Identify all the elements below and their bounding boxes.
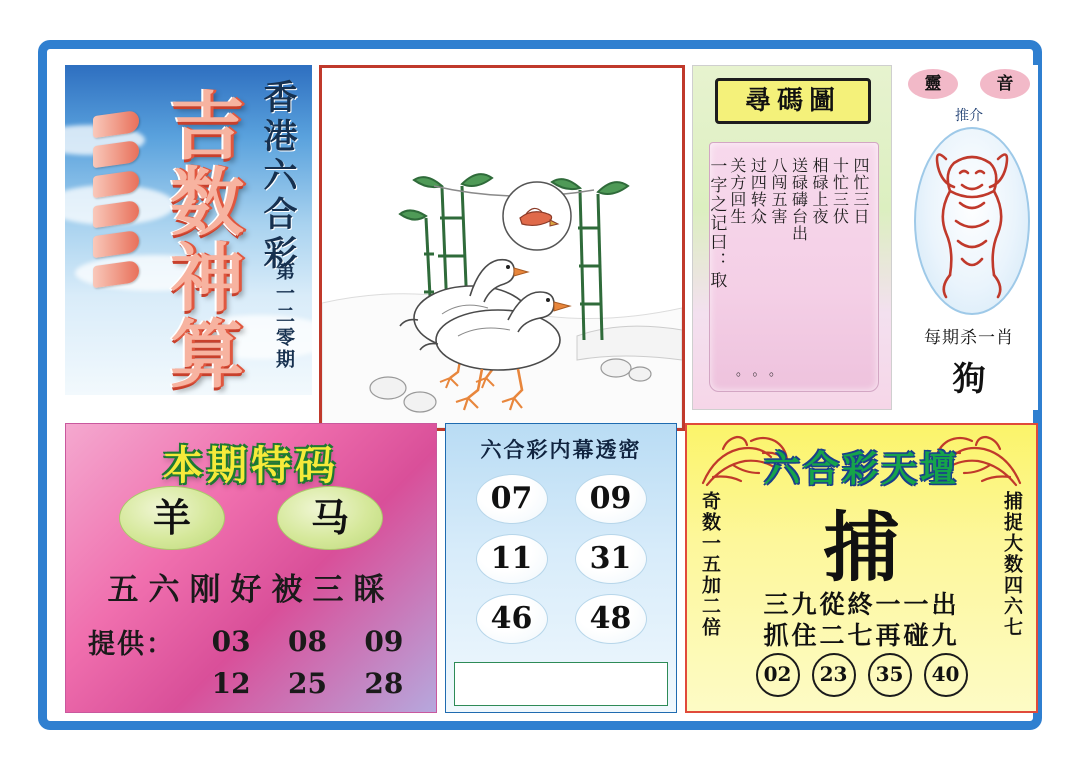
twin-mask-figure-icon: [916, 129, 1028, 313]
poster-headline: 吉数神算: [158, 87, 244, 391]
benqi-tema-panel: [65, 423, 437, 713]
scroll-column: 相碌上夜: [809, 157, 829, 225]
benqi-row: [88, 662, 422, 704]
lingyin-tag-right: 音: [980, 69, 1030, 99]
lingyin-tag-left: 靈: [908, 69, 958, 99]
benqi-number: 03: [211, 624, 251, 658]
illustration-panel: [319, 65, 685, 431]
scroll-paper: [706, 142, 879, 392]
neimu-ball-grid: [462, 474, 660, 644]
xunmatu-header: 尋碼圖: [715, 78, 871, 124]
outer-frame: [38, 40, 1042, 730]
neimu-ball: 48: [575, 594, 647, 644]
neimu-ball: 07: [476, 474, 548, 524]
lingyin-tags: [908, 69, 1030, 99]
neimu-ball: 09: [575, 474, 647, 524]
benqi-number: 25: [288, 666, 327, 700]
benqi-animal: 羊: [119, 486, 225, 550]
scroll-dots: 。。。: [736, 364, 793, 379]
neimu-panel: [445, 423, 677, 713]
tiantan-ball: 40: [924, 653, 968, 697]
benqi-phrase: 五六刚好被三睬: [107, 572, 395, 608]
benqi-number: 09: [364, 624, 404, 658]
benqi-row: [88, 620, 422, 662]
tiantan-verses: [687, 589, 1036, 652]
inner-canvas: [51, 53, 1029, 717]
benqi-row-label: 提供：: [88, 628, 175, 660]
lingyin-animal: 狗: [952, 359, 986, 398]
benqi-animal-list: [66, 486, 436, 550]
tiantan-verse-line: 抓住二七再碰九: [763, 621, 960, 651]
tiantan-ball: 35: [868, 653, 912, 697]
tiantan-side-right: 捕捉大数四六七: [1001, 491, 1023, 638]
scroll-column: 四忙三日: [851, 157, 870, 225]
lingyin-emblem: [914, 127, 1030, 315]
scroll-column: 十忙三伏: [830, 157, 850, 225]
poster-issue-number: 第一二零期: [273, 261, 295, 371]
tiantan-panel: [685, 423, 1038, 713]
neimu-ball: 31: [575, 534, 647, 584]
tiantan-verse-line: 三九從終一一出: [763, 590, 960, 619]
scroll-column: 八闯五害: [768, 157, 788, 225]
benqi-animal: 马: [277, 486, 383, 550]
benqi-number: 28: [364, 666, 404, 700]
lingyin-note: 每期杀一肖: [924, 328, 1014, 348]
neimu-blank-box: [454, 662, 668, 706]
tiantan-side-left: 奇数一五加二倍: [699, 491, 721, 638]
scroll-text-columns: [706, 157, 870, 365]
benqi-title: 本期特码: [163, 442, 339, 489]
scroll-keyword-column: 一字之记曰：取: [706, 157, 727, 290]
neimu-ball: 11: [476, 534, 548, 584]
poster-title: 香港六合彩: [257, 79, 297, 274]
title-poster: [65, 65, 312, 395]
neimu-title: 六合彩内幕透密: [480, 437, 642, 462]
tiantan-ball: 23: [812, 653, 856, 697]
scroll-column: 关方回生: [727, 157, 747, 225]
benqi-number: 12: [211, 666, 251, 700]
scroll-column: 送碌碡台出: [789, 157, 809, 242]
lingyin-panel: [900, 65, 1038, 410]
tiantan-keyword: 捕: [823, 503, 900, 592]
tiantan-title: 六合彩天壇: [763, 448, 959, 490]
xunmatu-panel: [692, 65, 892, 410]
geese-bamboo-illustration: [322, 68, 682, 428]
tiantan-ball: 02: [756, 653, 800, 697]
neimu-ball: 46: [476, 594, 548, 644]
benqi-number-rows: [88, 620, 422, 704]
lingyin-subtitle: 推介: [955, 108, 983, 124]
scroll-column: 过四转众: [748, 157, 768, 225]
tiantan-ball-row: [687, 653, 1036, 697]
benqi-number: 08: [288, 624, 327, 658]
